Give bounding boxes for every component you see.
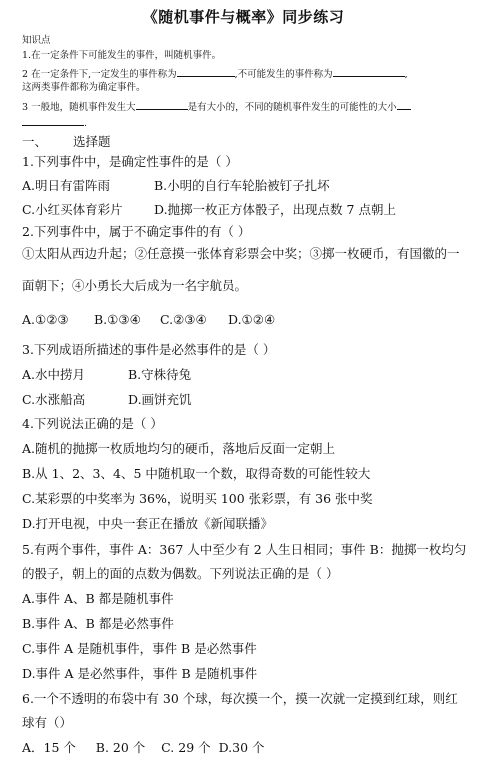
knowledge-point-3-part-c: . (84, 118, 88, 129)
page-title: 《随机事件与概率》同步练习 (142, 8, 345, 26)
q2-option-d: D.①②④ (228, 312, 276, 327)
q1-option-b: B.小明的自行车轮胎被钉子扎坏 (154, 178, 330, 193)
q4-option-a: A.随机的抛掷一枚质地均匀的硬币，落地后反面一定朝上 (22, 441, 336, 456)
q4-option-d: D.打开电视，中央一套正在播放《新闻联播》 (22, 516, 274, 531)
q6-options: A．15 个 B. 20 个 C. 29 个 D.30 个 (22, 740, 265, 755)
q1-option-c: C.小红买体育彩片 (22, 202, 123, 217)
q3-option-d: D.画饼充饥 (128, 392, 192, 407)
q6-stem-line-1: 6.一个不透明的布袋中有 30 个球，每次摸一个，摸一次就一定摸到红球，则红 (22, 691, 458, 706)
section-number: 一、 (22, 134, 48, 149)
knowledge-point-2 (22, 66, 408, 81)
q4-stem: 4.下列说法正确的是（ ） (22, 416, 163, 431)
knowledge-point-2-cont: 这两类事件都称为确定事件。 (22, 82, 146, 93)
fill-blank (333, 66, 405, 77)
fill-blank (177, 66, 235, 77)
q2-statements-line-2: 面朝下；④小勇长大后成为一名宇航员。 (22, 278, 248, 293)
knowledge-point-3-part-a: 3 一般地，随机事件发生大 (22, 102, 136, 113)
q2-option-b: B.①③④ (94, 312, 141, 327)
q3-option-c: C.水涨船高 (22, 392, 86, 407)
knowledge-point-2-part-a: 2 在一定条件下,一定发生的事件称为 (22, 69, 177, 80)
q6-stem-line-2: 球有（） (22, 715, 73, 730)
q4-option-b: B.从 1、2、3、4、5 中随机取一个数，取得奇数的可能性较大 (22, 466, 371, 481)
q5-option-a: A.事件 A、B 都是随机事件 (22, 591, 174, 606)
fill-blank (397, 99, 411, 110)
fill-blank (22, 115, 84, 126)
q5-stem-line-2: 的骰子，朝上的面的点数为偶数。下列说法正确的是（ ） (22, 566, 339, 581)
q4-option-c: C.某彩票的中奖率为 36%，说明买 100 张彩票，有 36 张中奖 (22, 491, 373, 506)
q3-stem: 3.下列成语所描述的事件是必然事件的是（ ） (22, 342, 276, 357)
q5-option-c: C.事件 A 是随机事件，事件 B 是必然事件 (22, 641, 257, 656)
knowledge-point-3 (22, 99, 411, 114)
q1-option-a: A.明日有雷阵雨 (22, 178, 111, 193)
q2-option-a: A.①②③ (22, 312, 69, 327)
q1-option-d: D.抛掷一枚正方体骰子，出现点数 7 点朝上 (154, 202, 396, 217)
fill-blank (136, 99, 188, 110)
q5-stem-line-1: 5.有两个事件，事件 A：367 人中至少有 2 人生日相同；事件 B：抛掷一枚均匀 (22, 542, 467, 557)
q2-option-c: C.②③④ (160, 312, 207, 327)
q2-statements-line-1: ①太阳从西边升起；②任意摸一张体育彩票会中奖；③掷一枚硬币，有国徽的一 (22, 246, 460, 261)
knowledge-point-3-part-b: 是有大小的，不同的随机事件发生的可能性的大小 (187, 102, 397, 113)
q3-option-a: A.水中捞月 (22, 367, 86, 382)
knowledge-point-2-part-c: , (404, 69, 408, 80)
section-label: 选择题 (73, 134, 111, 149)
section-heading (22, 134, 111, 150)
q5-option-d: D.事件 A 是必然事件，事件 B 是随机事件 (22, 666, 258, 681)
q5-option-b: B.事件 A、B 都是必然事件 (22, 616, 174, 631)
q1-stem: 1.下列事件中，是确定性事件的是（ ） (22, 154, 238, 169)
knowledge-point-1: 1.在一定条件下可能发生的事件，叫随机事件。 (22, 50, 222, 61)
knowledge-heading: 知识点 (22, 35, 51, 46)
q2-stem: 2.下列事件中，属于不确定事件的有（ ） (22, 224, 251, 239)
knowledge-point-2-part-b: ,不可能发生的事件称为 (234, 69, 333, 80)
knowledge-point-3-cont (22, 115, 87, 130)
q3-option-b: B.守株待兔 (128, 367, 192, 382)
